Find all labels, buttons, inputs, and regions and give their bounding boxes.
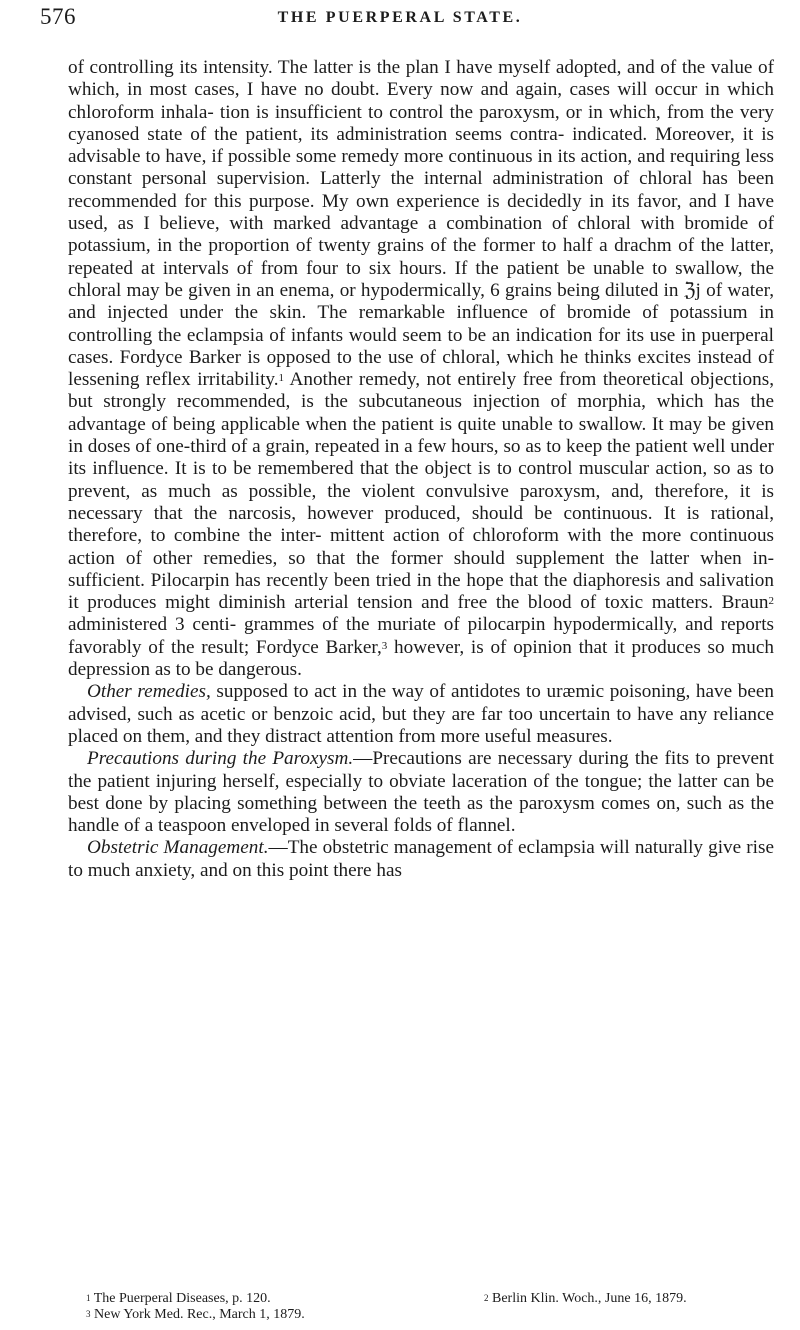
footnote-mark: 2: [484, 1293, 489, 1303]
paragraph-heading: Obstetric Management.: [87, 837, 269, 859]
footnote-line: [86, 1291, 774, 1307]
running-title: THE PUERPERAL STATE.: [277, 9, 523, 26]
paragraph-text: —Precautions are necessary during the fits to prevent the patient injuring herself, especially to obviate laceration of the tongue; the latter can be best done by placing something between the teeth as the paroxysm comes on, such as the handle of a teaspoon enveloped in several folds of flannel.: [68, 748, 774, 837]
page-number: 576: [40, 4, 76, 29]
paragraph-other-remedies: [68, 681, 774, 748]
footnote-reference: 1: [278, 372, 285, 385]
footnote: [484, 1291, 687, 1307]
footnote-text: New York Med. Rec., March 1, 1879.: [90, 1307, 305, 1322]
paragraph-text: administered 3 centi- grammes of the muriate of pilocarpin hypodermically, and reports favorably of the result; Fordyce Barker,: [68, 614, 774, 658]
footnote-reference: 2: [768, 595, 774, 608]
paragraph-text: supposed to act in the way of antidotes to uræmic poisoning, have been advised, such as acetic or benzoic acid, but they are far too uncertain to have any reliance placed on them, and they distract attention from more useful measures.: [68, 681, 775, 747]
footnotes: [86, 1291, 774, 1323]
footnote-mark: 1: [86, 1293, 91, 1303]
paragraph-heading: Other remedies,: [87, 681, 211, 703]
footnote: [86, 1291, 271, 1307]
paragraph-text: of controlling its intensity. The latter is the plan I have myself adopted, and of the value of which, in most cases, I have no doubt. Every now and again, cases will occur in which chloroform inhala- tion is insufficient to control the paroxysm, or in which, from the very cyanosed state of the patient, its administration seems contra- indicated. Moreover, it is advisable to have, if possible some remedy more continuous in its action, and requiring less constant personal supervision. Latterly the internal administration of chloral has been recommended for this purpose. My own experience is decidedly in its favor, and I have used, as I believe, with marked advantage a combination of chloral with bromide of potassium, in the proportion of twenty grains of the former to half a drachm of the latter, repeated at intervals of from four to six hours. If the patient be unable to swallow, the chloral may be given in an enema, or hypodermically, 6 grains being diluted in ℨj of water, and injected under the skin. The remarkable influence of bromide of potassium in controlling the eclampsia of infants would seem to be an indication for its use in puerperal cases. Fordyce Barker is opposed to the use of chloral, which he thinks excites instead of lessening reflex irritability.: [68, 57, 774, 391]
footnote-reference: 3: [381, 639, 388, 652]
paragraph-precautions: [68, 748, 774, 837]
footnote-mark: 3: [86, 1309, 91, 1319]
paragraph-text: Another remedy, not entirely free from theoretical objections, but strongly recommended, is the subcutaneous injection of morphia, which has the advantage of being applicable when the patient is quite unable to swallow. It may be given in doses of one-third of a grain, repeated in a few hours, so as to keep the patient well under its influence. It is to be remembered that the object is to control muscular action, so as to prevent, as much as possible, the violent convulsive paroxysm, and, therefore, it is necessary that the narcosis, however produced, should be continuous. It is rational, therefore, to combine the inter- mittent action of chloroform with the more continuous action of other remedies, so that the former should supplement the latter when in- sufficient. Pilocarpin has recently been tried in the hope that the diaphoresis and salivation it produces might diminish arterial tension and free the blood of toxic matters. Braun: [68, 369, 774, 614]
footnote-line: [86, 1307, 774, 1323]
footnote: [86, 1307, 305, 1323]
footnote-text: Berlin Klin. Woch., June 16, 1879.: [488, 1291, 687, 1306]
paragraph-heading: Precautions during the Paroxysm.: [87, 748, 354, 770]
paragraph-text: —The obstetric management of eclampsia will naturally give rise to much anxiety, and on this point there has: [68, 837, 774, 881]
paragraph-text: however, is of opinion that it produces so much depression as to be dangerous.: [68, 636, 774, 681]
footnote-text: The Puerperal Diseases, p. 120.: [90, 1291, 271, 1306]
paragraph-chloral-treatment: [68, 57, 774, 681]
body-text: [68, 57, 774, 882]
paragraph-obstetric-management: [68, 837, 774, 882]
running-head: [40, 4, 760, 34]
